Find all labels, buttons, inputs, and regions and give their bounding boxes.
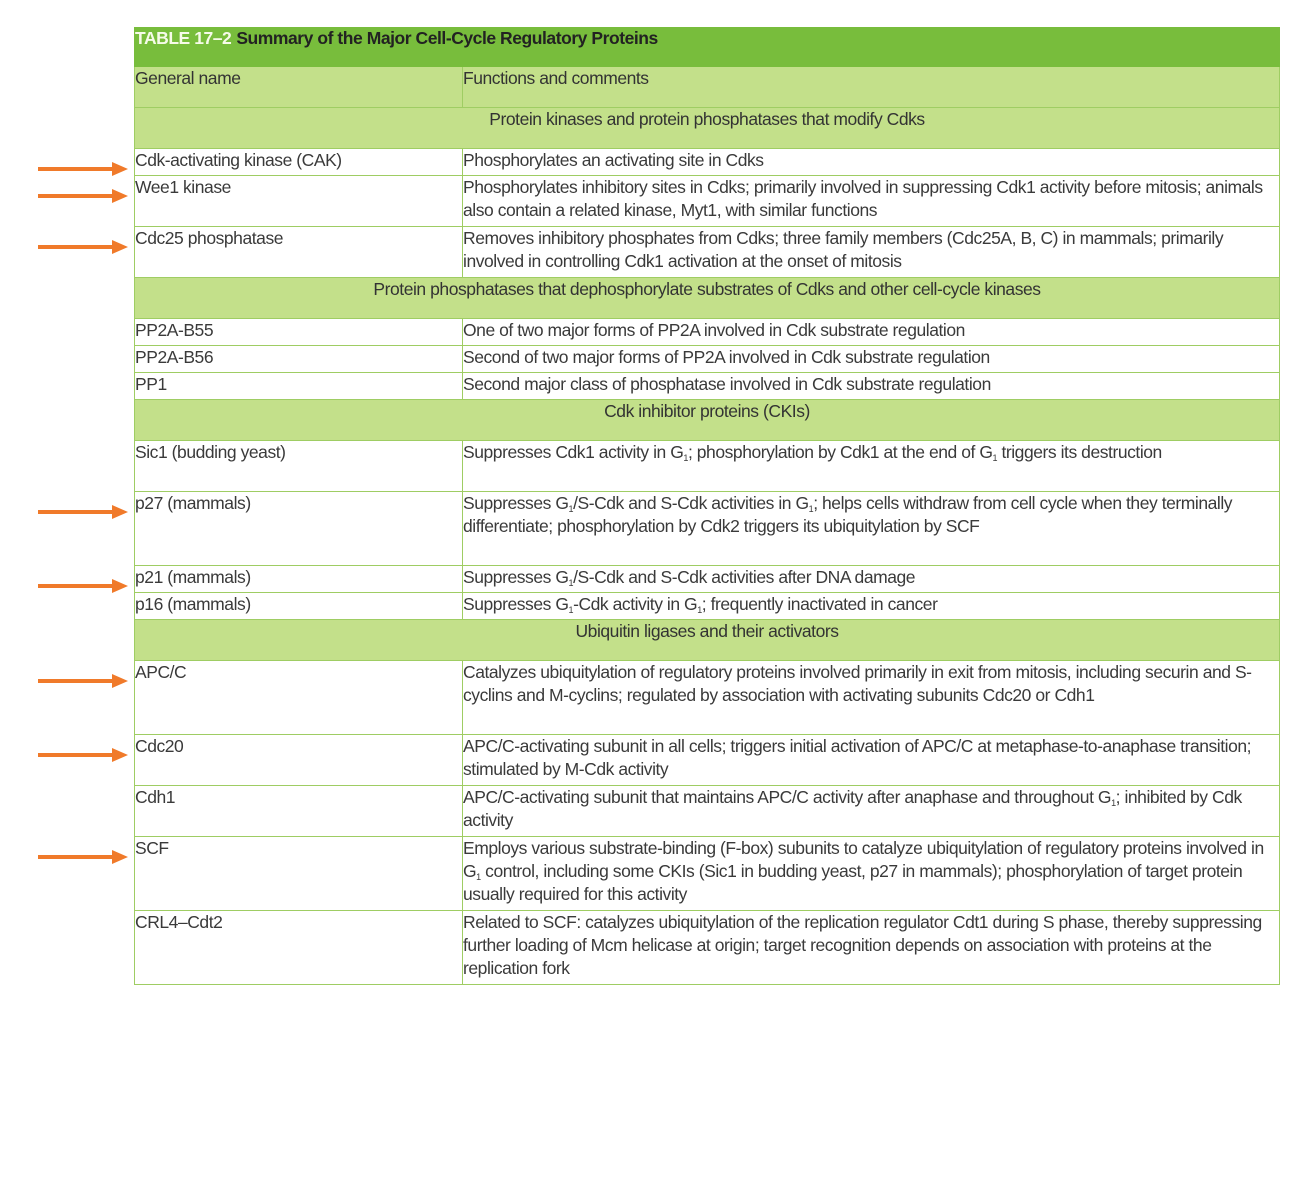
subscript: 1 <box>683 453 688 463</box>
protein-name-cell: APC/C <box>135 661 463 735</box>
function-cell: Catalyzes ubiquitylation of regulatory proteins involved primarily in exit from mitosis, including securin and S-cyclins and M-cyclins; regulated by association with activating subunits Cdc20 or Cdh1 <box>463 661 1280 735</box>
protein-name-cell: Cdc25 phosphatase <box>135 227 463 278</box>
text-run: /S-Cdk and S-Cdk activities after DNA damage <box>573 567 916 587</box>
section-heading-row <box>135 620 1280 661</box>
subscript: 1 <box>568 605 574 615</box>
table-row <box>135 227 1280 278</box>
table-title-text: Summary of the Major Cell-Cycle Regulatory Proteins <box>236 28 658 48</box>
protein-name-cell: PP1 <box>135 373 463 400</box>
column-header-general-name: General name <box>135 67 463 108</box>
section-heading-row <box>135 400 1280 441</box>
table-row <box>135 346 1280 373</box>
table-title <box>135 27 1280 67</box>
subscript: 1 <box>992 453 998 463</box>
function-cell: APC/C-activating subunit in all cells; triggers initial activation of APC/C at metaphase-to-anaphase transition; stimulated by M-Cdk activity <box>463 735 1280 786</box>
table-row <box>135 566 1280 593</box>
protein-name-cell: Sic1 (budding yeast) <box>135 441 463 492</box>
text-run: APC/C-activating subunit that maintains APC/C activity after anaphase and throughout G <box>463 787 1112 807</box>
protein-name-cell: PP2A-B56 <box>135 346 463 373</box>
text-run: Employs various substrate-binding (F-box) subunits to catalyze ubiquitylation of regulatory proteins involved in G <box>463 838 1264 881</box>
protein-name-cell: Wee1 kinase <box>135 176 463 227</box>
arrow-right-icon <box>38 162 128 176</box>
function-cell: Phosphorylates an activating site in Cdks <box>463 149 1280 176</box>
protein-name-cell: p27 (mammals) <box>135 492 463 566</box>
function-cell: One of two major forms of PP2A involved in Cdk substrate regulation <box>463 319 1280 346</box>
function-cell <box>463 786 1280 837</box>
text-run: triggers its destruction <box>997 442 1162 462</box>
subscript: 1 <box>808 504 814 514</box>
subscript: 1 <box>476 872 481 882</box>
text-run: -Cdk activity in G <box>573 594 698 614</box>
arrow-right-icon <box>38 579 128 593</box>
text-run: /S-Cdk and S-Cdk activities in G <box>573 493 809 513</box>
text-run: Suppresses G <box>463 594 569 614</box>
function-cell <box>463 566 1280 593</box>
table-row <box>135 492 1280 566</box>
protein-name-cell: p21 (mammals) <box>135 566 463 593</box>
function-cell <box>463 492 1280 566</box>
column-header-row <box>135 67 1280 108</box>
table-row <box>135 319 1280 346</box>
function-cell <box>463 837 1280 911</box>
function-cell <box>463 593 1280 620</box>
arrow-right-icon <box>38 748 128 762</box>
text-run: Suppresses Cdk1 activity in G <box>463 442 684 462</box>
text-run: ; helps cells withdraw from cell cycle when they terminally differentiate; phosphorylation by Cdk2 triggers its ubiquitylation by SCF <box>463 493 1233 536</box>
protein-name-cell: Cdc20 <box>135 735 463 786</box>
function-cell: Related to SCF: catalyzes ubiquitylation of the replication regulator Cdt1 during S phase, thereby suppressing further loading of Mcm helicase at origin; target recognition depends on association with proteins at the replication fork <box>463 911 1280 985</box>
text-run: control, including some CKIs (Sic1 in budding yeast, p27 in mammals); phosphorylation of target protein usually required for this activity <box>463 861 1243 904</box>
function-cell: Second major class of phosphatase involved in Cdk substrate regulation <box>463 373 1280 400</box>
subscript: 1 <box>1111 798 1116 808</box>
table-row <box>135 786 1280 837</box>
table-row <box>135 911 1280 985</box>
column-header-functions: Functions and comments <box>463 67 1280 108</box>
protein-name-cell: Cdk-activating kinase (CAK) <box>135 149 463 176</box>
table-row <box>135 735 1280 786</box>
subscript: 1 <box>697 605 702 615</box>
protein-name-cell: SCF <box>135 837 463 911</box>
text-run: Suppresses G <box>463 567 569 587</box>
table-row <box>135 373 1280 400</box>
arrow-right-icon <box>38 850 128 864</box>
text-run: Suppresses G <box>463 493 569 513</box>
table-row <box>135 149 1280 176</box>
cell-cycle-table <box>134 27 1280 985</box>
protein-name-cell: PP2A-B55 <box>135 319 463 346</box>
text-run: ; inhibited by Cdk activity <box>463 787 1242 830</box>
protein-name-cell: CRL4–Cdt2 <box>135 911 463 985</box>
table-row <box>135 661 1280 735</box>
section-heading-row <box>135 278 1280 319</box>
arrow-right-icon <box>38 505 128 519</box>
table-row <box>135 176 1280 227</box>
table-row <box>135 441 1280 492</box>
section-heading: Cdk inhibitor proteins (CKIs) <box>135 400 1280 441</box>
function-cell <box>463 441 1280 492</box>
arrow-right-icon <box>38 674 128 688</box>
section-heading: Protein kinases and protein phosphatases that modify Cdks <box>135 108 1280 149</box>
table-title-row <box>135 27 1280 67</box>
text-run: ; frequently inactivated in cancer <box>701 594 938 614</box>
table-row <box>135 593 1280 620</box>
table-row <box>135 837 1280 911</box>
protein-name-cell: Cdh1 <box>135 786 463 837</box>
arrow-right-icon <box>38 240 128 254</box>
function-cell: Second of two major forms of PP2A involved in Cdk substrate regulation <box>463 346 1280 373</box>
section-heading: Protein phosphatases that dephosphorylate substrates of Cdks and other cell-cycle kinases <box>135 278 1280 319</box>
subscript: 1 <box>568 504 574 514</box>
function-cell: Phosphorylates inhibitory sites in Cdks; primarily involved in suppressing Cdk1 activity before mitosis; animals also contain a related kinase, Myt1, with similar functions <box>463 176 1280 227</box>
section-heading-row <box>135 108 1280 149</box>
arrow-right-icon <box>38 189 128 203</box>
function-cell: Removes inhibitory phosphates from Cdks; three family members (Cdc25A, B, C) in mammals; primarily involved in controlling Cdk1 activation at the onset of mitosis <box>463 227 1280 278</box>
text-run: ; phosphorylation by Cdk1 at the end of G <box>687 442 993 462</box>
table-number: TABLE 17–2 <box>135 28 232 48</box>
protein-name-cell: p16 (mammals) <box>135 593 463 620</box>
section-heading: Ubiquitin ligases and their activators <box>135 620 1280 661</box>
subscript: 1 <box>568 578 574 588</box>
